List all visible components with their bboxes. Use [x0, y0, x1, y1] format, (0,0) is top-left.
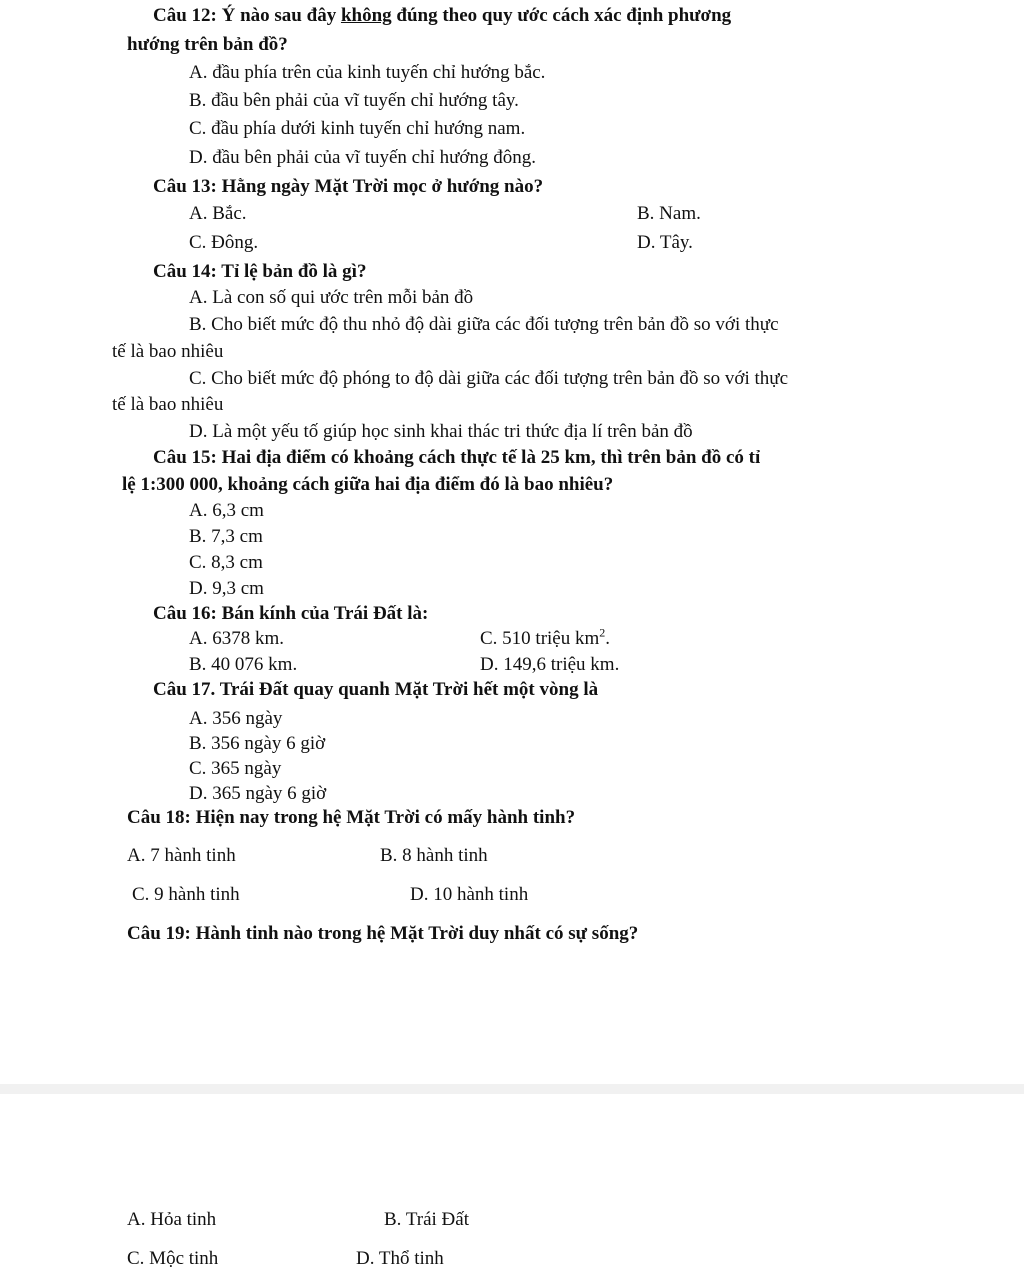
q15-question: Câu 15: Hai địa điểm có khoảng cách thực tế là 25 km, thì trên bản đồ có tỉ: [153, 447, 761, 468]
q12-option-b: B. đầu bên phải của vĩ tuyến chỉ hướng tây.: [189, 90, 519, 111]
q15-option-d: D. 9,3 cm: [189, 578, 264, 599]
q15-option-c: C. 8,3 cm: [189, 552, 263, 573]
q13-option-b: B. Nam.: [637, 203, 701, 224]
q16-option-d: D. 149,6 triệu km.: [480, 654, 620, 675]
q17-option-b: B. 356 ngày 6 giờ: [189, 733, 326, 754]
q19-option-b: B. Trái Đất: [384, 1209, 469, 1230]
q12-question-line2: hướng trên bản đồ?: [127, 34, 288, 55]
q17-option-c: C. 365 ngày: [189, 758, 282, 779]
q19-option-c: C. Mộc tinh: [127, 1248, 219, 1269]
q16-option-c-superscript: 2: [599, 625, 606, 640]
page-break-separator: [0, 1084, 1024, 1094]
q13-option-d: D. Tây.: [637, 232, 693, 253]
q12-option-a: A. đầu phía trên của kinh tuyến chỉ hướng bắc.: [189, 62, 546, 83]
q12-option-c: C. đầu phía dưới kinh tuyến chỉ hướng nam.: [189, 118, 526, 139]
q19-question: Câu 19: Hành tinh nào trong hệ Mặt Trời duy nhất có sự sống?: [127, 923, 639, 944]
q17-option-d: D. 365 ngày 6 giờ: [189, 783, 327, 804]
q14-question: Câu 14: Tỉ lệ bản đồ là gì?: [153, 261, 367, 282]
q18-option-c: C. 9 hành tinh: [132, 884, 240, 905]
q16-option-c: [480, 625, 611, 649]
q19-option-d: D. Thổ tinh: [356, 1248, 444, 1269]
q15-option-a: A. 6,3 cm: [189, 500, 264, 521]
q14-option-a: A. Là con số qui ước trên mỗi bản đồ: [189, 287, 474, 308]
q18-option-d: D. 10 hành tinh: [410, 884, 529, 905]
q18-option-a: A. 7 hành tinh: [127, 845, 236, 866]
q16-option-c-text: C. 510 triệu km: [480, 628, 600, 649]
q14-option-b: B. Cho biết mức độ thu nhỏ độ dài giữa các đối tượng trên bản đồ so với thực: [189, 314, 779, 335]
q15-option-b: B. 7,3 cm: [189, 526, 263, 547]
q18-question: Câu 18: Hiện nay trong hệ Mặt Trời có mấy hành tinh?: [127, 807, 576, 828]
q13-option-a: A. Bắc.: [189, 203, 247, 224]
q15-question-line2: lệ 1:300 000, khoảng cách giữa hai địa điểm đó là bao nhiêu?: [122, 474, 614, 495]
q12-prompt-before: Ý nào sau đây: [216, 5, 341, 26]
q14-option-c: C. Cho biết mức độ phóng to độ dài giữa các đối tượng trên bản đồ so với thực: [189, 368, 789, 389]
q18-option-b: B. 8 hành tinh: [380, 845, 488, 866]
q13-option-c: C. Đông.: [189, 232, 259, 253]
q16-option-b: B. 40 076 km.: [189, 654, 298, 675]
q16-option-a: A. 6378 km.: [189, 628, 284, 649]
q17-option-a: A. 356 ngày: [189, 708, 283, 729]
q14-option-c-line2: tế là bao nhiêu: [112, 394, 224, 415]
q12-option-d: D. đầu bên phải của vĩ tuyến chỉ hướng đông.: [189, 147, 536, 168]
q12-prompt-emphasis: không: [340, 5, 392, 26]
q12-label: Câu 12:: [153, 5, 217, 26]
q16-option-c-end: .: [605, 628, 611, 649]
q19-option-a: A. Hỏa tinh: [127, 1209, 217, 1230]
q14-option-b-line2: tế là bao nhiêu: [112, 341, 224, 362]
q12-prompt-after: đúng theo quy ước cách xác định phương: [391, 5, 732, 26]
q16-question: Câu 16: Bán kính của Trái Đất là:: [153, 603, 429, 624]
q13-question: Câu 13: Hằng ngày Mặt Trời mọc ở hướng nào?: [153, 176, 544, 197]
q17-question: Câu 17. Trái Đất quay quanh Mặt Trời hết một vòng là: [153, 679, 599, 700]
q14-option-d: D. Là một yếu tố giúp học sinh khai thác tri thức địa lí trên bản đồ: [189, 421, 693, 442]
q12-question: [153, 6, 731, 25]
